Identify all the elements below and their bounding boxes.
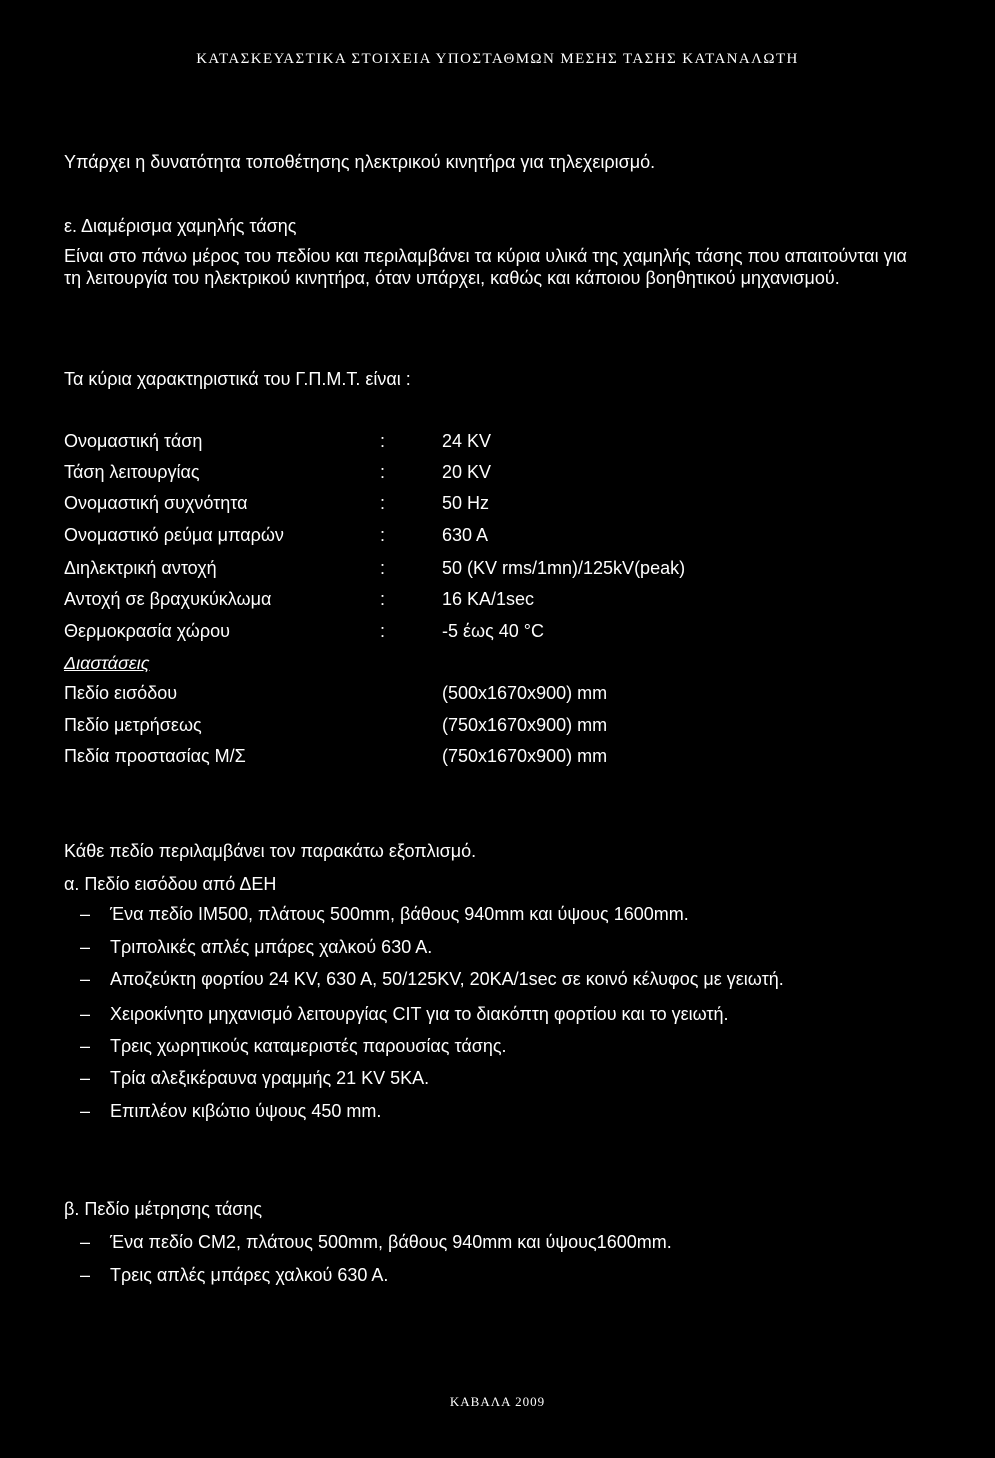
dash-marker: – bbox=[80, 1068, 91, 1088]
spec-row bbox=[64, 525, 864, 551]
list-item bbox=[80, 1036, 960, 1060]
dash-marker: – bbox=[80, 969, 91, 989]
spec-row bbox=[64, 589, 864, 615]
dash-marker: – bbox=[80, 1036, 91, 1056]
spec-colon: : bbox=[380, 621, 386, 641]
spec-value: 16 KA/1sec bbox=[442, 589, 535, 609]
dimension-value: (750x1670x900) mm bbox=[442, 746, 608, 766]
list-item bbox=[80, 969, 960, 993]
spec-row bbox=[64, 462, 864, 488]
intro-line: Υπάρχει η δυνατότητα τοποθέτησης ηλεκτρικού κινητήρα για τηλεχειρισμό. bbox=[64, 152, 656, 172]
list-item-text: Χειροκίνητο μηχανισμό λειτουργίας CIT για το διακόπτη φορτίου και το γειωτή. bbox=[110, 1004, 729, 1024]
spec-colon: : bbox=[380, 558, 386, 578]
section-e-title: ε. Διαμέρισμα χαμηλής τάσης bbox=[64, 216, 297, 236]
list-item bbox=[80, 1068, 960, 1092]
spec-colon: : bbox=[380, 493, 386, 513]
dimension-label: Πεδίο μετρήσεως bbox=[64, 715, 202, 735]
list-item-text: Τρία αλεξικέραυνα γραμμής 21 KV 5KA. bbox=[110, 1068, 430, 1088]
dimension-value: (500x1670x900) mm bbox=[442, 683, 608, 703]
spec-value: -5 έως 40 °C bbox=[442, 621, 544, 641]
spec-row bbox=[64, 431, 864, 457]
dimension-row bbox=[64, 683, 864, 709]
spec-label: Αντοχή σε βραχυκύκλωμα bbox=[64, 589, 272, 609]
characteristics-intro: Τα κύρια χαρακτηριστικά του Γ.Π.Μ.Τ. είναι : bbox=[64, 369, 411, 389]
dash-marker: – bbox=[80, 1265, 91, 1285]
list-item bbox=[80, 904, 960, 928]
list-item bbox=[80, 1232, 960, 1256]
section-e-paragraph: Είναι στο πάνω μέρος του πεδίου και περιλαμβάνει τα κύρια υλικά της χαμηλής τάσης που απαιτούνται για τη λειτουργία του ηλεκτρικού κινητήρα, όταν υπάρχει, καθώς και κάποιου βοηθητικού μηχανισμού. bbox=[64, 246, 907, 288]
list-item-text: Ένα πεδίο CM2, πλάτους 500mm, βάθους 940mm και ύψους1600mm. bbox=[110, 1232, 672, 1252]
spec-label: Ονομαστική τάση bbox=[64, 431, 203, 451]
spec-value: 20 KV bbox=[442, 462, 492, 482]
section-a-title: α. Πεδίο εισόδου από ΔΕΗ bbox=[64, 874, 277, 894]
dimension-label: Πεδία προστασίας Μ/Σ bbox=[64, 746, 246, 766]
document-footer: ΚΑΒΑΛΑ 2009 bbox=[449, 1394, 546, 1409]
spec-colon: : bbox=[380, 525, 386, 545]
spec-row bbox=[64, 558, 864, 584]
dimension-label: Πεδίο εισόδου bbox=[64, 683, 178, 703]
dash-marker: – bbox=[80, 1101, 91, 1121]
dimensions-heading: Διαστάσεις bbox=[64, 653, 150, 673]
list-item bbox=[80, 1265, 960, 1289]
list-item-text: Επιπλέον κιβώτιο ύψους 450 mm. bbox=[110, 1101, 382, 1121]
spec-value: 50 Hz bbox=[442, 493, 490, 513]
dimension-value: (750x1670x900) mm bbox=[442, 715, 608, 735]
equipment-intro: Κάθε πεδίο περιλαμβάνει τον παρακάτω εξοπλισμό. bbox=[64, 841, 477, 861]
list-item bbox=[80, 1101, 960, 1125]
dash-marker: – bbox=[80, 1232, 91, 1252]
dimension-row bbox=[64, 715, 864, 741]
spec-label: Ονομαστική συχνότητα bbox=[64, 493, 248, 513]
dimension-row bbox=[64, 746, 864, 772]
list-item-text: Τρεις απλές μπάρες χαλκού 630 Α. bbox=[110, 1265, 389, 1285]
dash-marker: – bbox=[80, 937, 91, 957]
dash-marker: – bbox=[80, 1004, 91, 1024]
spec-row bbox=[64, 621, 864, 647]
spec-value: 24 KV bbox=[442, 431, 492, 451]
section-b-title: β. Πεδίο μέτρησης τάσης bbox=[64, 1199, 263, 1219]
spec-row bbox=[64, 493, 864, 519]
spec-value: 50 (KV rms/1mn)/125kV(peak) bbox=[442, 558, 686, 578]
list-item-text: Τρεις χωρητικούς καταμεριστές παρουσίας τάσης. bbox=[110, 1036, 507, 1056]
spec-colon: : bbox=[380, 462, 386, 482]
spec-colon: : bbox=[380, 589, 386, 609]
list-item bbox=[80, 937, 960, 961]
spec-label: Διηλεκτρική αντοχή bbox=[64, 558, 217, 578]
list-item-text: Ένα πεδίο IM500, πλάτους 500mm, βάθους 940mm και ύψους 1600mm. bbox=[110, 904, 689, 924]
spec-label: Ονομαστικό ρεύμα μπαρών bbox=[64, 525, 284, 545]
list-item-text: Τριπολικές απλές μπάρες χαλκού 630 Α. bbox=[110, 937, 433, 957]
spec-label: Τάση λειτουργίας bbox=[64, 462, 200, 482]
dash-marker: – bbox=[80, 904, 91, 924]
document-header: ΚΑΤΑΣΚΕΥΑΣΤΙΚΑ ΣΤΟΙΧΕΙΑ ΥΠΟΣΤΑΘΜΩΝ ΜΕΣΗΣ ΤΑΣΗΣ ΚΑΤΑΝΑΛΩΤΗ bbox=[196, 51, 799, 67]
list-item bbox=[80, 1004, 960, 1028]
list-item-text: Αποζεύκτη φορτίου 24 KV, 630 A, 50/125KV, 20KA/1sec σε κοινό κέλυφος με γειωτή. bbox=[110, 969, 784, 989]
spec-value: 630 A bbox=[442, 525, 489, 545]
spec-colon: : bbox=[380, 431, 386, 451]
spec-label: Θερμοκρασία χώρου bbox=[64, 621, 230, 641]
